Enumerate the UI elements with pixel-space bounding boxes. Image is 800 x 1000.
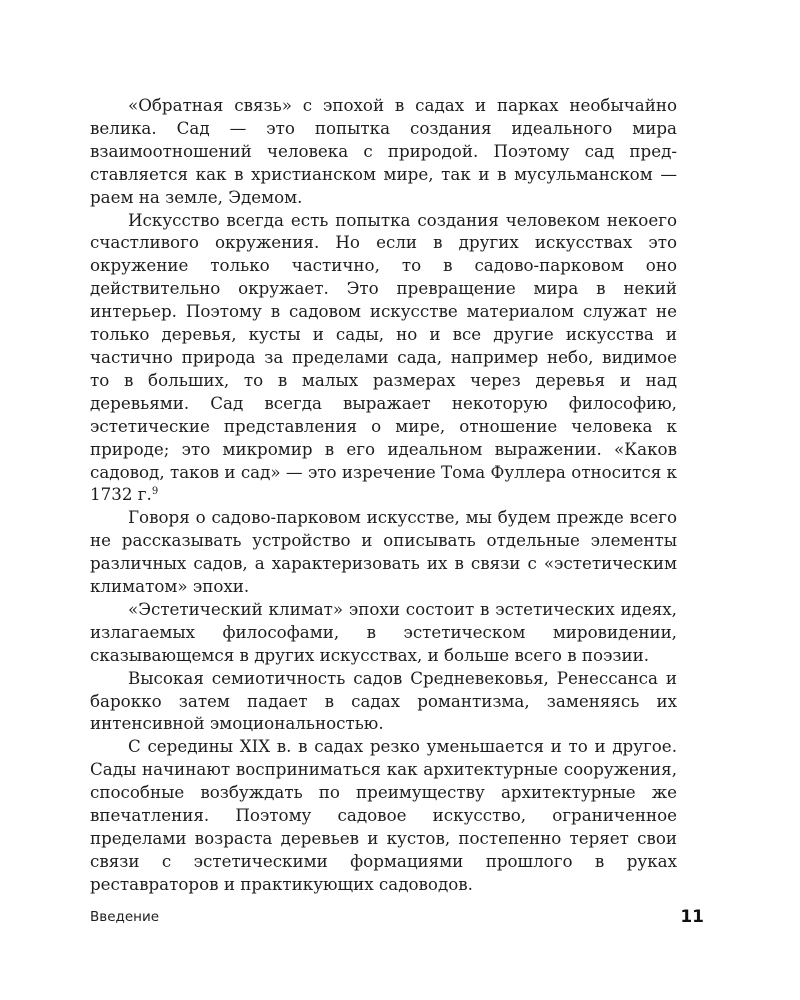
paragraph-5: Высокая семиотичность садов Средневековья, Ренессанса и барокко затем падает в садах романтизма, заменяясь их интенсивной эмоциональностью. <box>90 667 677 734</box>
page-number: 11 <box>680 907 704 927</box>
paragraph-4: «Эстетический климат» эпохи состоит в эстетических идеях, излагаемых философами, в эстетическом мировидении, сказывающемся в других искусствах, и больше всего в поэзии. <box>90 598 677 665</box>
paragraph-1: «Обратная связь» с эпохой в садах и парках необычайно велика. Сад — это попытка создания идеального мира взаимоотношений человека с природой. Поэтому сад представляется как в христианском мире, так и в мусульманском — раем на земле, Эдемом. <box>90 95 677 207</box>
running-footer-section: Введение <box>90 909 160 925</box>
paragraph-6: С середины XIX в. в садах резко уменьшается и то и другое. Сады начинают восприниматься как архитектурные сооружения, способные возбуждать по преимуществу архитектурные же впечатления. Поэтому садовое искусство, ограниченное пределами возраста деревьев и кустов, постепенно теряет свои связи с эстетическими формациями прошлого в руках реставраторов и практикующих садоводов. <box>90 736 677 894</box>
body-text <box>90 94 677 896</box>
paragraph-2-text: Искусство всегда есть попытка создания человеком некоего счастливого окружения. Но если в других искусствах это окружение только частично, то в садово-парковом оно действительно окружает. Это превращение мира в некий интерьер. Поэтому в садовом искусстве материалом служат не только деревья, кусты и сады, но и все другие искусства и частично природа за пределами сада, например небо, видимое то в больших, то в малых размерах через деревья и над деревьями. Сад всегда выражает некоторую философию, эстетические представления о мире, отношение человека к природе; это микромир в его идеальном выражении. «Каков садовод, таков и сад» — это изречение Тома Фуллера относится к 1732 г. <box>90 209 677 505</box>
paragraph-2 <box>90 209 677 507</box>
paragraph-3: Говоря о садово-парковом искусстве, мы будем прежде всего не рассказывать устройство и описывать отдельные элементы различных садов, а характеризовать их в связи с «эстетическим климатом» эпохи. <box>90 507 677 597</box>
footnote-marker[interactable]: 9 <box>151 486 159 498</box>
